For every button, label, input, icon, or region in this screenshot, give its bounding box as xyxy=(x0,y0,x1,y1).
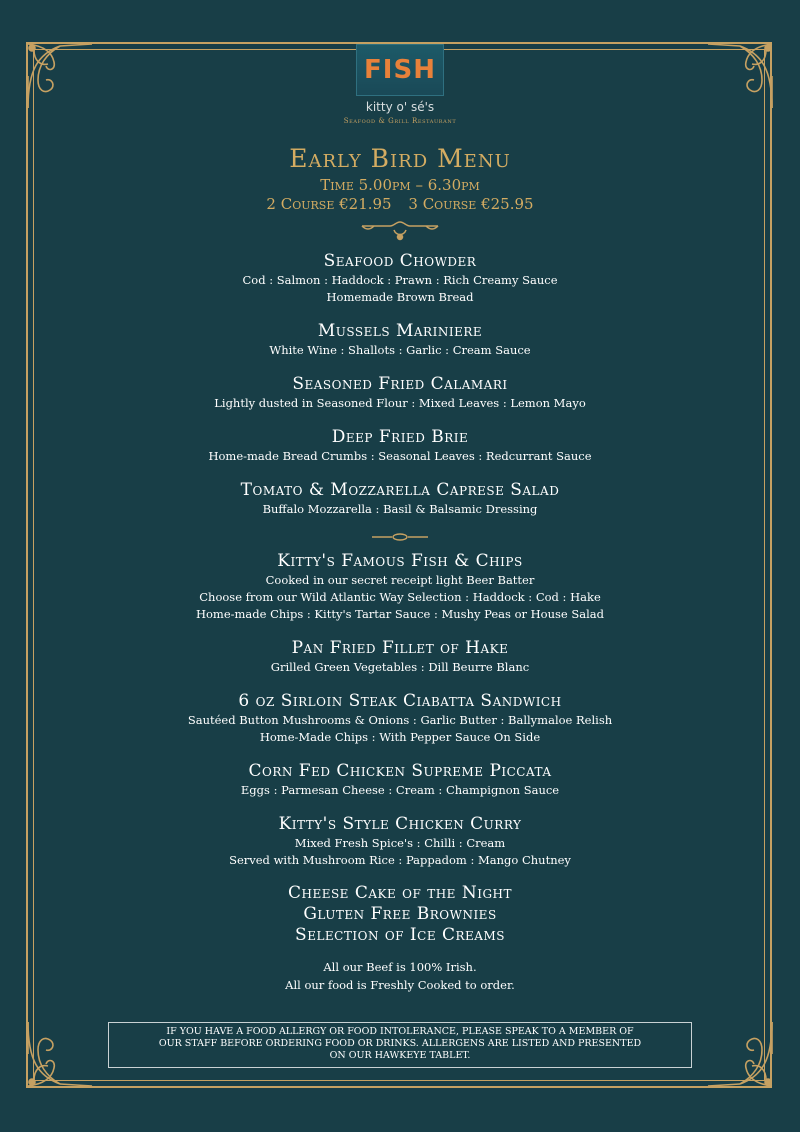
menu-title: Early Bird Menu xyxy=(289,144,511,173)
dish-description: Served with Mushroom Rice : Pappadom : Mango Chutney xyxy=(229,853,571,867)
menu-item xyxy=(100,760,700,799)
dessert-item: Cheese Cake of the Night xyxy=(287,883,513,903)
corner-ornament-icon xyxy=(704,40,776,112)
menu-item xyxy=(100,320,700,359)
logo-text: FISH xyxy=(364,55,436,85)
dessert-item: Gluten Free Brownies xyxy=(303,904,497,924)
dish-description: Home-made Bread Crumbs : Seasonal Leaves : Redcurrant Sauce xyxy=(208,449,592,463)
menu-time: Time 5.00pm – 6.30pm xyxy=(320,176,480,194)
dish-description: Cooked in our secret receipt light Beer Batter xyxy=(265,573,535,587)
dish-description: Grilled Green Vegetables : Dill Beurre Blanc xyxy=(270,660,530,674)
three-course-price: 3 Course €25.95 xyxy=(408,195,534,213)
fish-logo xyxy=(356,44,444,96)
dish-description: Eggs : Parmesan Cheese : Cream : Champignon Sauce xyxy=(240,783,560,797)
dish-description: Mixed Fresh Spice's : Chilli : Cream xyxy=(294,836,506,850)
dish-description: White Wine : Shallots : Garlic : Cream Sauce xyxy=(269,343,531,357)
dish-description: Home-made Chips : Kitty's Tartar Sauce : Mushy Peas or House Salad xyxy=(195,607,605,621)
allergy-line: OUR STAFF BEFORE ORDERING FOOD OR DRINKS. ALLERGENS ARE LISTED AND PRESENTED xyxy=(158,1038,642,1049)
menu-body xyxy=(100,250,700,994)
dish-name: Deep Fried Brie xyxy=(331,427,469,447)
dish-description: Choose from our Wild Atlantic Way Selection : Haddock : Cod : Hake xyxy=(199,590,601,604)
restaurant-name: kitty o' sé's xyxy=(365,100,435,114)
dish-description: Sautéed Button Mushrooms & Onions : Garlic Butter : Ballymaloe Relish xyxy=(187,713,613,727)
restaurant-tagline: Seafood & Grill Restaurant xyxy=(343,117,457,125)
dish-name: Mussels Mariniere xyxy=(317,321,483,341)
menu-item xyxy=(100,373,700,412)
corner-ornament-icon xyxy=(24,40,96,112)
notes-section xyxy=(100,958,700,994)
flourish-icon xyxy=(360,218,440,242)
dish-name: Seasoned Fried Calamari xyxy=(292,374,508,394)
two-course-price: 2 Course €21.95 xyxy=(266,195,392,213)
starters-section xyxy=(100,250,700,518)
footer-note: All our Beef is 100% Irish. xyxy=(323,960,477,974)
corner-ornament-icon xyxy=(704,1018,776,1090)
dish-name: Pan Fried Fillet of Hake xyxy=(291,638,509,658)
dish-description: Cod : Salmon : Haddock : Prawn : Rich Creamy Sauce xyxy=(242,273,558,287)
section-divider-icon xyxy=(370,532,430,542)
allergy-line: ON OUR HAWKEYE TABLET. xyxy=(329,1050,471,1061)
footer-note: All our food is Freshly Cooked to order. xyxy=(285,978,515,992)
menu-item xyxy=(100,550,700,623)
menu-item xyxy=(100,479,700,518)
menu-item xyxy=(100,637,700,676)
corner-ornament-icon xyxy=(24,1018,96,1090)
allergy-line: IF YOU HAVE A FOOD ALLERGY OR FOOD INTOLERANCE, PLEASE SPEAK TO A MEMBER OF xyxy=(166,1026,634,1037)
dish-name: Corn Fed Chicken Supreme Piccata xyxy=(248,761,552,781)
dish-description: Home-Made Chips : With Pepper Sauce On Side xyxy=(259,730,541,744)
dish-name: 6 oz Sirloin Steak Ciabatta Sandwich xyxy=(238,691,562,711)
dish-name: Seafood Chowder xyxy=(323,251,477,271)
menu-item xyxy=(100,426,700,465)
desserts-section xyxy=(100,883,700,946)
dessert-item: Selection of Ice Creams xyxy=(295,925,505,945)
dish-name: Tomato & Mozzarella Caprese Salad xyxy=(240,480,560,500)
dish-description: Buffalo Mozzarella : Basil & Balsamic Dressing xyxy=(262,502,538,516)
dish-name: Kitty's Style Chicken Curry xyxy=(278,814,522,834)
menu-item xyxy=(100,690,700,746)
dish-description: Lightly dusted in Seasoned Flour : Mixed Leaves : Lemon Mayo xyxy=(214,396,586,410)
menu-item xyxy=(100,813,700,869)
allergy-notice xyxy=(108,1022,692,1068)
dish-description: Homemade Brown Bread xyxy=(326,290,474,304)
menu-item xyxy=(100,250,700,306)
mains-section xyxy=(100,550,700,869)
course-prices xyxy=(100,195,700,213)
dish-name: Kitty's Famous Fish & Chips xyxy=(277,551,523,571)
